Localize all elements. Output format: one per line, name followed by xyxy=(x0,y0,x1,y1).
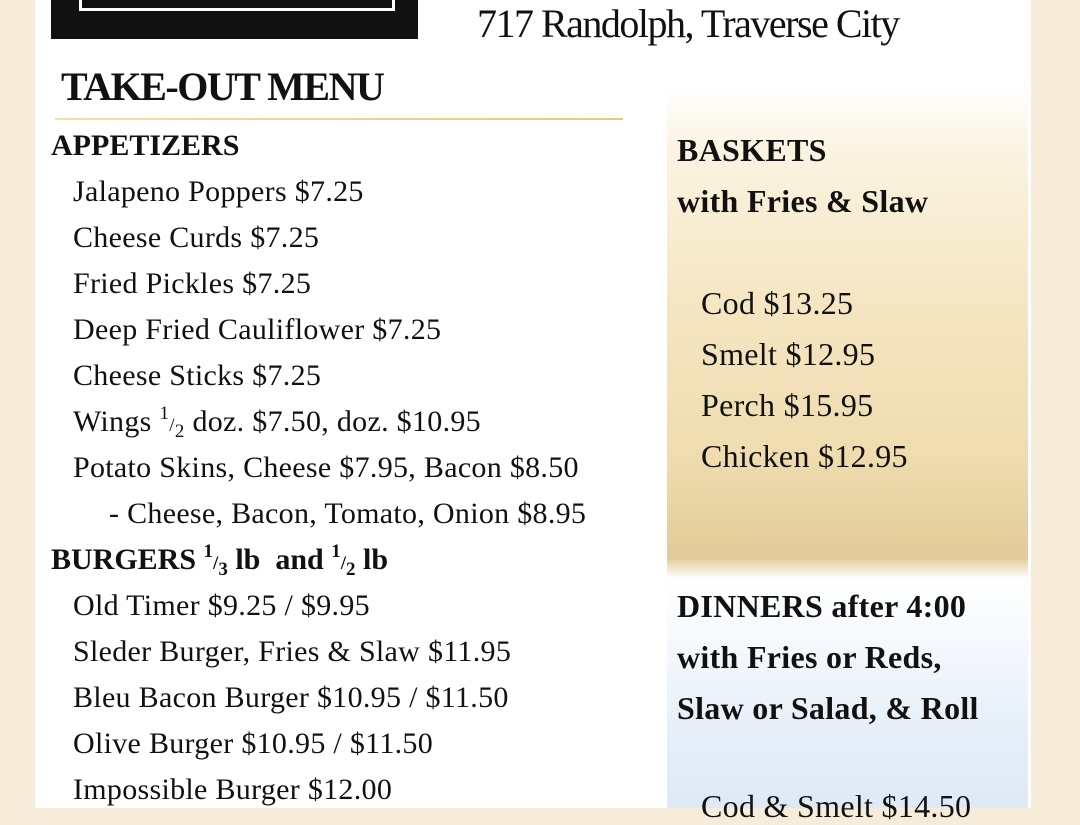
restaurant-address: 717 Randolph, Traverse City xyxy=(477,1,899,46)
menu-page xyxy=(35,0,1031,824)
fraction-numerator: 1 xyxy=(203,541,214,562)
basket-item: Cod $13.25 xyxy=(701,285,854,321)
baskets-panel xyxy=(667,84,1028,578)
basket-item: Perch $15.95 xyxy=(701,387,874,423)
fraction-numerator: 1 xyxy=(159,403,170,424)
burger-item: Sleder Burger, Fries & Slaw $11.95 xyxy=(73,635,512,668)
dinners-panel xyxy=(667,580,1028,824)
fraction-denominator: 2 xyxy=(346,559,356,580)
dinner-item: Cod & Smelt $14.50 xyxy=(701,788,972,824)
burger-item: Impossible Burger $12.00 xyxy=(73,773,393,806)
burgers-heading-label: BURGERS xyxy=(51,543,204,576)
burgers-heading-mid: lb and xyxy=(227,543,332,576)
title-divider xyxy=(55,118,623,120)
appetizer-item: Fried Pickles $7.25 xyxy=(73,267,312,300)
burgers-heading-unit: lb xyxy=(355,543,389,576)
appetizer-item: Jalapeno Poppers $7.25 xyxy=(73,175,364,208)
burger-item: Old Timer $9.25 / $9.95 xyxy=(73,589,370,622)
menu-title: TAKE-OUT MENU xyxy=(61,64,384,109)
baskets-heading: BASKETS xyxy=(677,132,827,168)
appetizer-item-potato-skins: Potato Skins, Cheese $7.95, Bacon $8.50 xyxy=(73,451,579,484)
dinners-subheading: Slaw or Salad, & Roll xyxy=(677,690,979,726)
basket-item: Smelt $12.95 xyxy=(701,336,876,372)
wings-prices: doz. $7.50, doz. $10.95 xyxy=(184,405,481,438)
burger-item: Olive Burger $10.95 / $11.50 xyxy=(73,727,434,760)
fraction-slash: / xyxy=(213,553,219,574)
fraction-numerator: 1 xyxy=(331,541,341,562)
appetizer-item-wings xyxy=(73,403,481,442)
fraction-denominator: 2 xyxy=(174,421,185,442)
fraction-denominator: 3 xyxy=(218,559,228,580)
burger-item: Bleu Bacon Burger $10.95 / $11.50 xyxy=(73,681,509,714)
burgers-heading xyxy=(51,541,389,580)
dinners-subheading: with Fries or Reds, xyxy=(677,639,942,675)
appetizers-heading: APPETIZERS xyxy=(51,129,240,162)
dinners-heading: DINNERS after 4:00 xyxy=(677,588,967,624)
baskets-subheading: with Fries & Slaw xyxy=(677,183,929,219)
appetizer-subitem: - Cheese, Bacon, Tomato, Onion $8.95 xyxy=(109,497,587,530)
restaurant-logo xyxy=(51,0,418,39)
logo-frame xyxy=(79,0,395,11)
wings-label: Wings xyxy=(73,405,160,438)
appetizer-item: Cheese Sticks $7.25 xyxy=(73,359,322,392)
fraction-slash: / xyxy=(340,553,346,574)
appetizer-item: Cheese Curds $7.25 xyxy=(73,221,320,254)
basket-item: Chicken $12.95 xyxy=(701,438,908,474)
fraction-slash: / xyxy=(169,415,175,436)
appetizer-item: Deep Fried Cauliflower $7.25 xyxy=(73,313,442,346)
